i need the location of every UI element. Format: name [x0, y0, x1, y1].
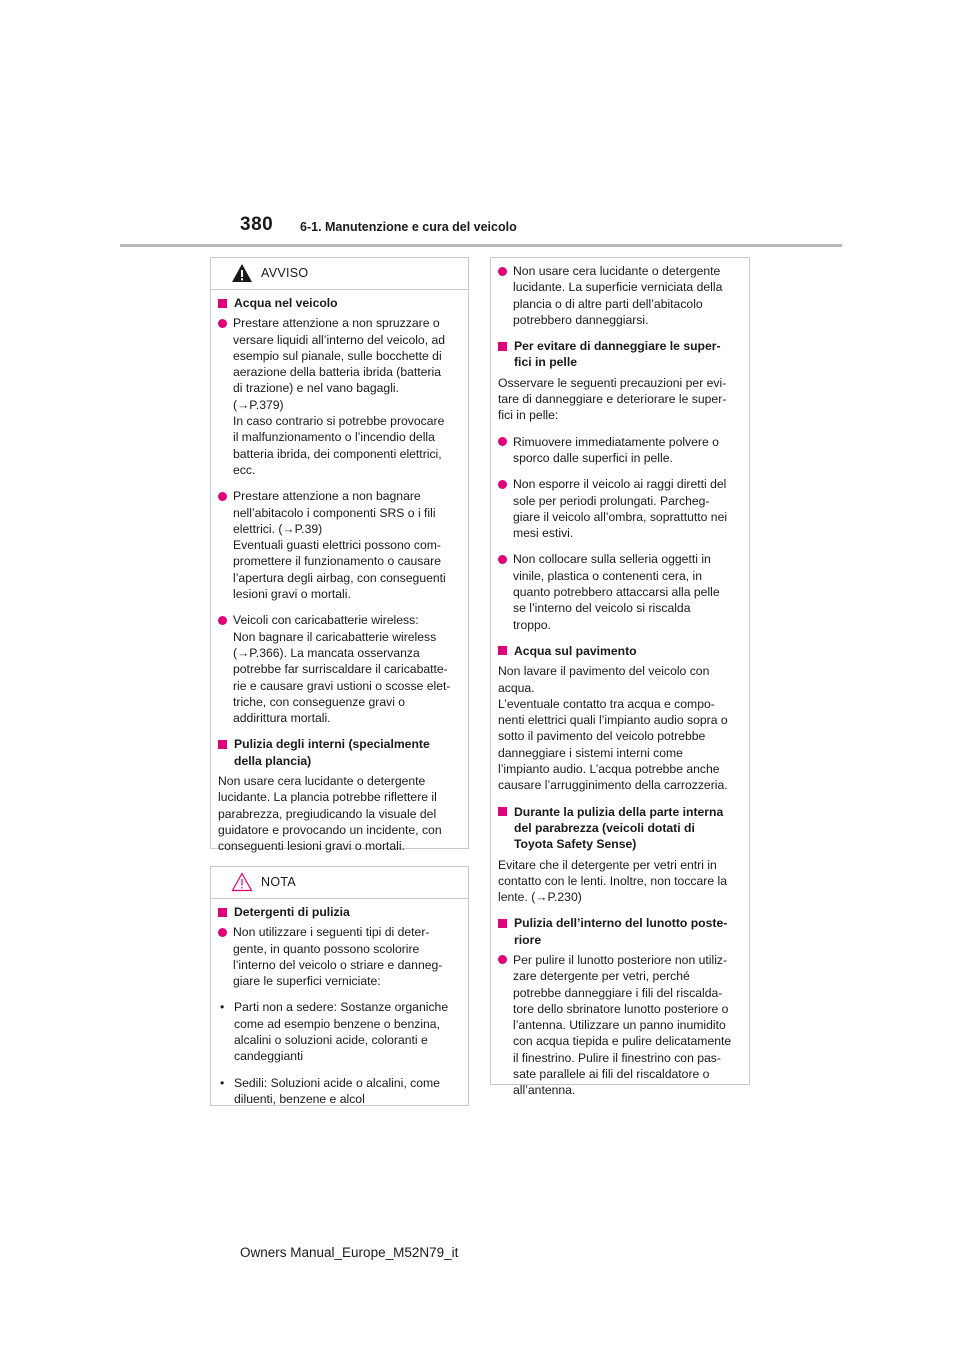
item-text: Evitare che il detergente per vetri entri in contatto con le lenti. Inoltre, non toccare la lente. (→P.230): [498, 857, 727, 905]
item-text: Pulizia degli interni (specialmente della plancia): [234, 737, 430, 768]
item-text: Pulizia dell’interno del lunotto poste- riore: [514, 916, 728, 947]
item-text: Non usare cera lucidante o detergente lucidante. La superficie verniciata della plancia o di altre parti dell’abitacolo potrebbero danneggiarsi.: [513, 264, 723, 327]
item-text: Osservare le seguenti precauzioni per evi- tare di danneggiare e deteriorare le super- fici in pelle:: [498, 375, 727, 423]
page-number: 380: [240, 214, 274, 235]
paragraph: [498, 375, 740, 424]
item-text: Non usare cera lucidante o detergente lucidante. La plancia potrebbe riflettere il parabrezza, pregiudicando la visuale del guidatore e provocando un incidente, con conseguenti lesioni gravi o mortali.: [218, 774, 442, 854]
item-text: Per pulire il lunotto posteriore non utiliz- zare detergente per vetri, perché potrebbe danneggiare i fili del riscalda- tore dello sbrinatore lunotto posteriore o l’antenna. Utilizzare un panno inumidito con acqua tiepida e pulire delicatamente il finestrino. Pulire il finestrino con pas- sate parallele ai fili del riscaldatore o all’antenna.: [513, 952, 732, 1098]
right-column-body: [491, 258, 749, 1117]
item-text: Non utilizzare i seguenti tipi di deter- gente, in quanto possono scolorire l’interno del veicolo o striare e danneg- giare le superfici verniciate:: [233, 925, 443, 989]
small-bullet-icon: •: [220, 1075, 225, 1090]
square-bullet-icon: [498, 919, 507, 928]
item-text: Non lavare il pavimento del veicolo con acqua. L’eventuale contatto tra acqua e compo- nenti elettrici quali l’impianto audio sopra o sotto il pavimento del veicolo potrebbe danneggiare i sistemi interni come l’impianto audio. L’acqua potrebbe anche causare l’arrugginimento della carrozzeria.: [498, 664, 728, 793]
notice-body: [211, 899, 468, 1125]
item-text: Prestare attenzione a non bagnare nell’abitacolo i componenti SRS o i fili elettrici. (→P.39) Eventuali guasti elettrici possono com- promettere il funzionamento o causare l’apertura degli airbag, con conseguenti lesioni gravi o mortali.: [233, 489, 446, 602]
paragraph: [498, 663, 740, 793]
paragraph: [498, 857, 740, 906]
round-bullet-icon: [498, 267, 507, 276]
item-text: Prestare attenzione a non spruzzare o versare liquidi all’interno del veicolo, ad esempio sul pianale, sulle bocchette di aerazione della batteria ibrida (batteria di trazione) e nel vano bagagli. (→P.379) In caso contrario si potrebbe provocare il malfunzionamento o l’incendio della batteria ibrida, dei componenti elettrici, ecc.: [233, 316, 446, 477]
notice-box: [210, 866, 469, 1106]
item-text: Durante la pulizia della parte interna del parabrezza (veicoli dotati di Toyota Safety Sense): [514, 804, 724, 852]
bullet-item: [498, 476, 740, 541]
round-bullet-icon: [218, 492, 227, 501]
warning-box: [210, 257, 469, 854]
item-text: Detergenti di pulizia: [234, 905, 350, 919]
square-bullet-icon: [218, 299, 227, 308]
section-heading: [498, 804, 740, 853]
square-bullet-icon: [218, 740, 227, 749]
notice-header: [211, 867, 468, 899]
warning-header: [211, 258, 468, 290]
section-heading: [218, 904, 459, 920]
warning-body: [211, 290, 468, 873]
header-rule: [120, 244, 842, 247]
right-column-box: [490, 257, 750, 1098]
round-bullet-icon: [498, 437, 507, 446]
caution-outline-icon: [231, 872, 253, 892]
section-heading: [218, 736, 459, 769]
section-title: 6-1. Manutenzione e cura del veicolo: [300, 220, 517, 234]
square-bullet-icon: [498, 646, 507, 655]
sub-item: [218, 1075, 459, 1108]
bullet-item: [218, 488, 459, 602]
bullet-item: [498, 551, 740, 632]
paragraph: [218, 773, 459, 854]
footer-document-id: Owners Manual_Europe_M52N79_it: [240, 1245, 459, 1260]
item-text: Non collocare sulla selleria oggetti in vinile, plastica o contenenti cera, in quanto potrebbero attaccarsi alla pelle se l’interno del veicolo si riscalda troppo.: [513, 552, 720, 632]
section-heading: [498, 643, 740, 659]
item-text: Sedili: Soluzioni acide o alcalini, come diluenti, benzene e alcol: [234, 1075, 440, 1106]
item-text: Parti non a sedere: Sostanze organiche come ad esempio benzene o benzina, alcalini o soluzioni acide, coloranti e candeggianti: [234, 1000, 449, 1064]
warning-label: AVVISO: [261, 266, 309, 280]
bullet-item: [218, 315, 459, 478]
item-text: Per evitare di danneggiare le super- fici in pelle: [514, 339, 721, 370]
bullet-item: [218, 924, 459, 989]
round-bullet-icon: [498, 955, 507, 964]
section-heading: [218, 295, 459, 311]
bullet-item: [218, 612, 459, 726]
bullet-item: [498, 434, 740, 467]
sub-item: [218, 999, 459, 1064]
round-bullet-icon: [498, 555, 507, 564]
round-bullet-icon: [218, 319, 227, 328]
item-text: Rimuovere immediatamente polvere o sporco dalle superfici in pelle.: [513, 434, 719, 465]
square-bullet-icon: [498, 342, 507, 351]
round-bullet-icon: [498, 480, 507, 489]
item-text: Veicoli con caricabatterie wireless: Non bagnare il caricabatterie wireless (→P.366). La mancata osservanza potrebbe far surriscaldare il caricabatte- rie e causare gravi ustioni o scosse elet- triche, con conseguenze gravi o addirittura mortali.: [233, 613, 451, 726]
warning-triangle-icon: [231, 263, 253, 283]
square-bullet-icon: [218, 908, 227, 917]
item-text: Non esporre il veicolo ai raggi diretti del sole per periodi prolungati. Parcheg- giare il veicolo all’ombra, soprattutto nei mesi estivi.: [513, 477, 728, 541]
section-heading: [498, 915, 740, 948]
notice-label: NOTA: [261, 875, 296, 889]
item-text: Acqua nel veicolo: [234, 296, 338, 310]
section-heading: [498, 338, 740, 371]
bullet-item: [498, 263, 740, 328]
bullet-item: [498, 952, 740, 1099]
small-bullet-icon: •: [220, 1000, 225, 1015]
round-bullet-icon: [218, 616, 227, 625]
square-bullet-icon: [498, 807, 507, 816]
round-bullet-icon: [218, 928, 227, 937]
item-text: Acqua sul pavimento: [514, 643, 637, 658]
